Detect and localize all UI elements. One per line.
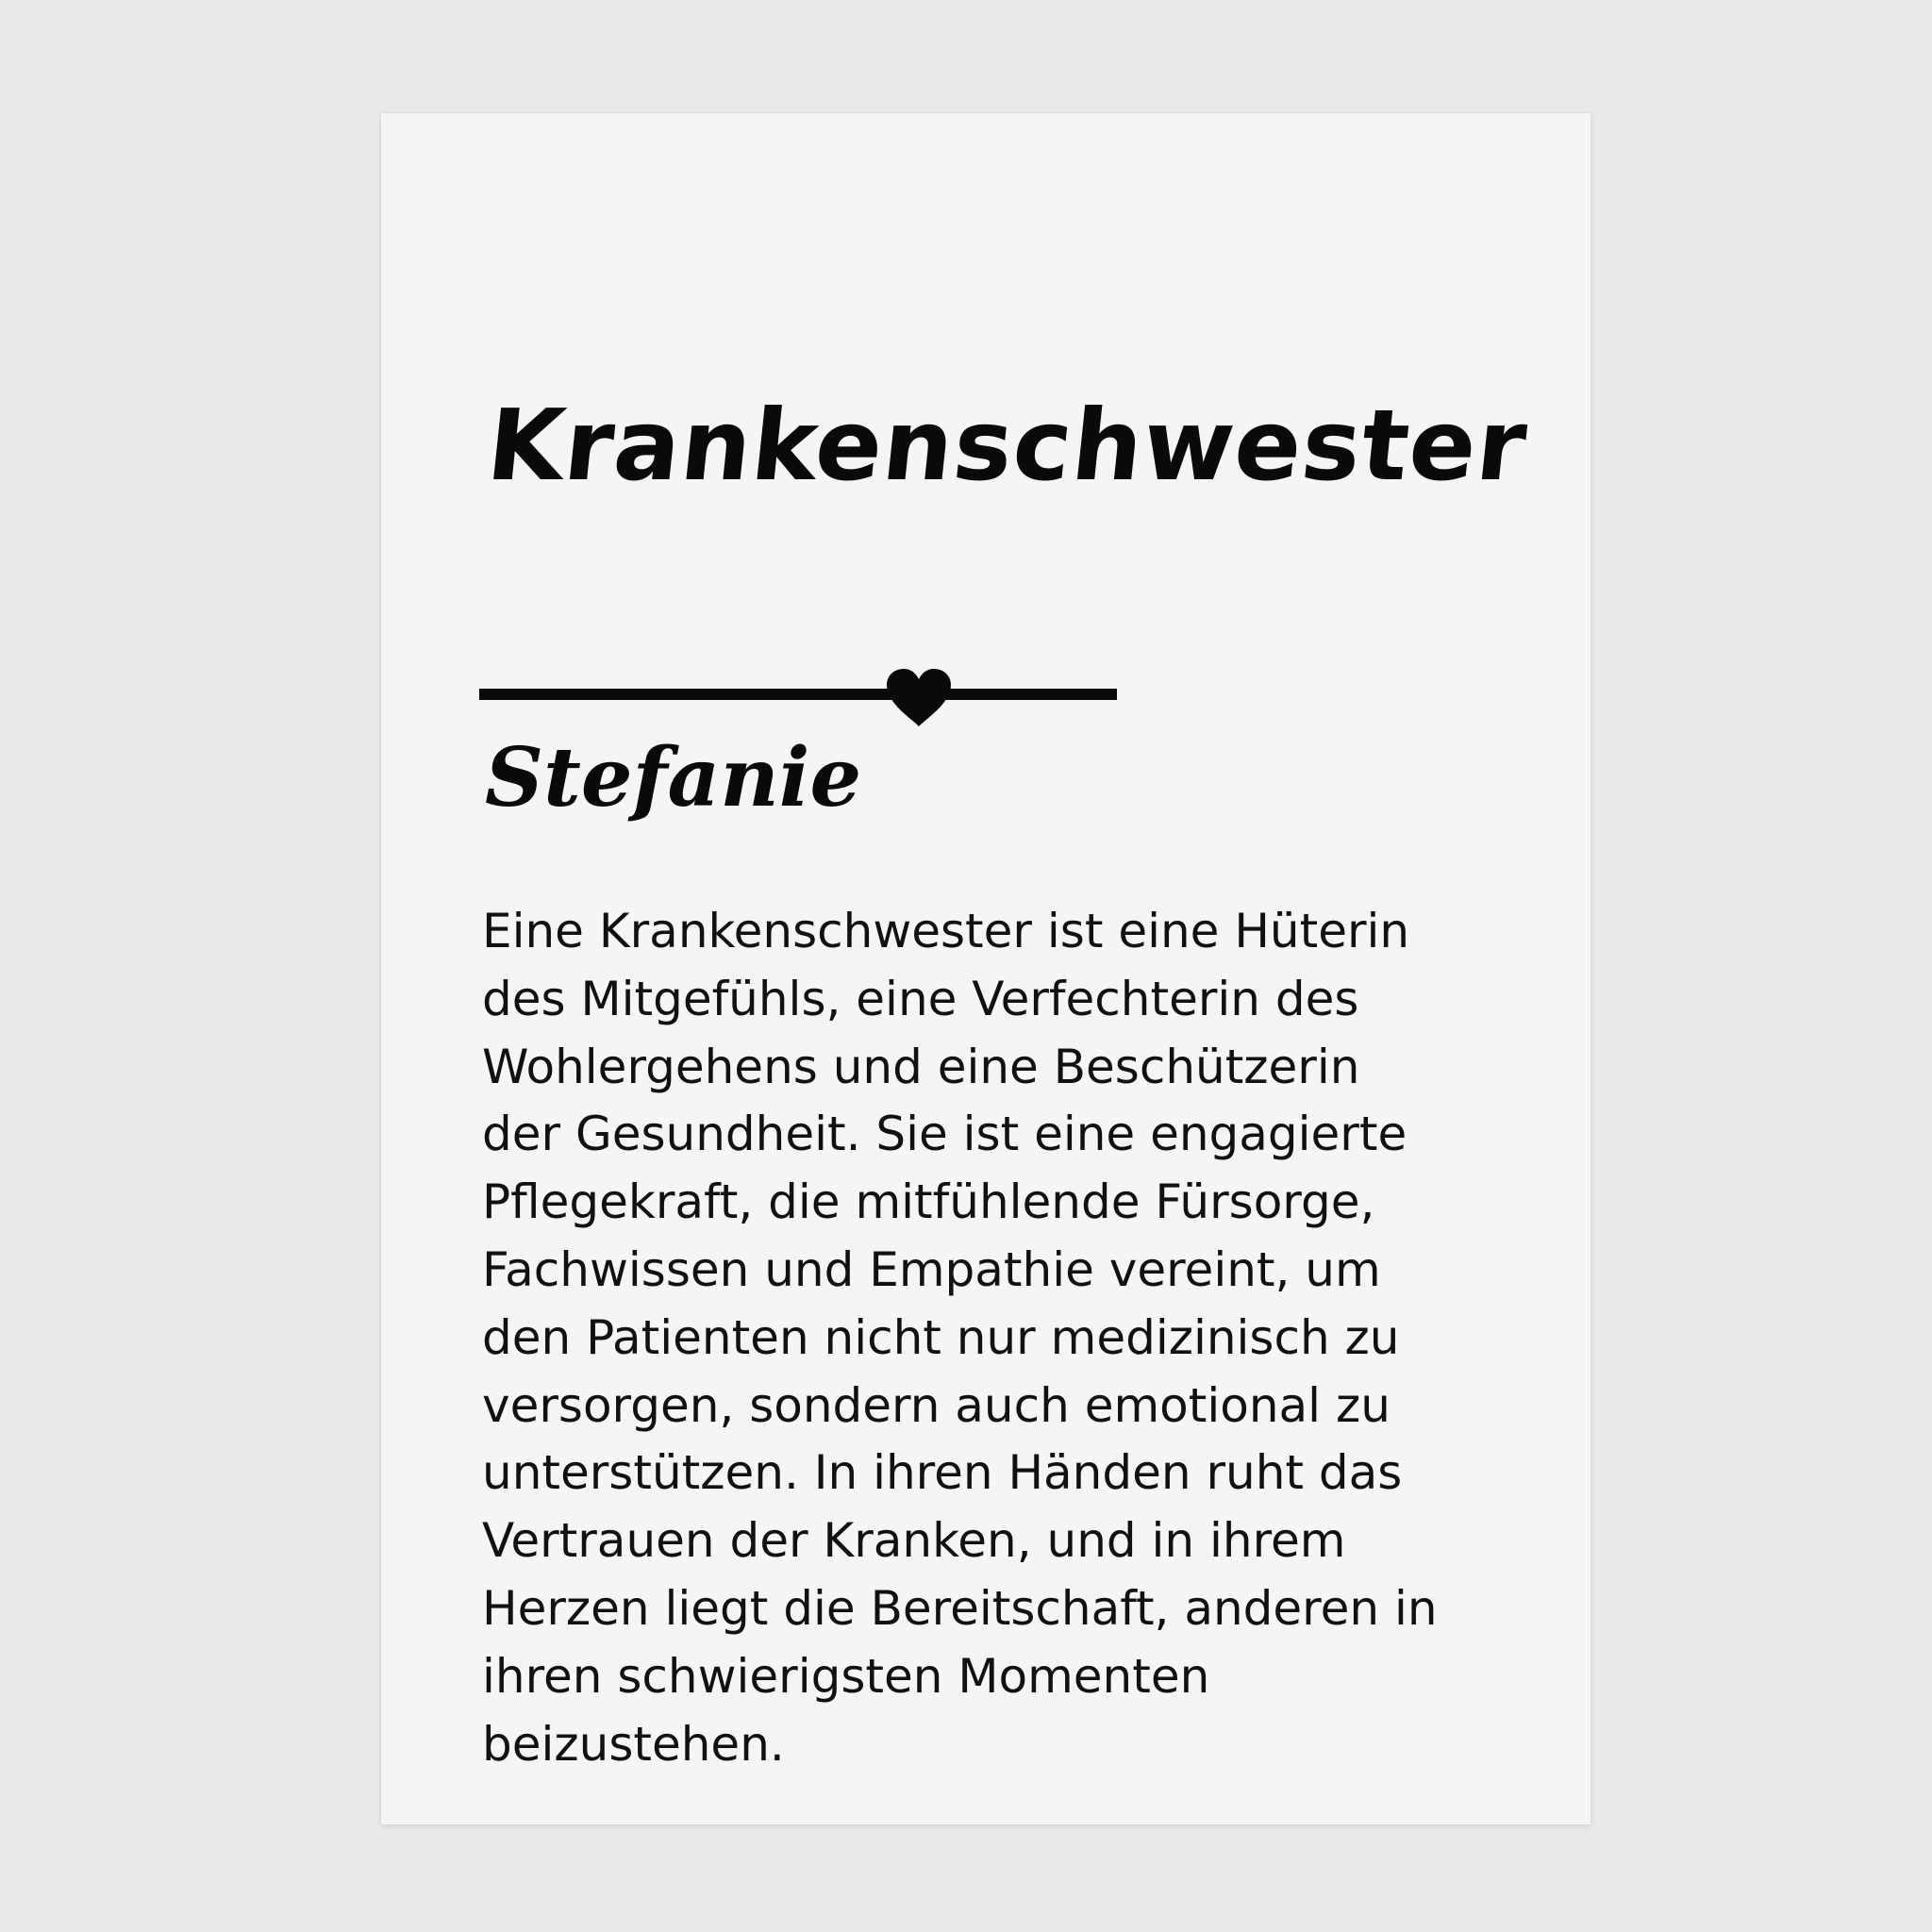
heart-icon: [885, 668, 953, 728]
person-name: Stefanie: [485, 730, 862, 825]
divider-line: [479, 689, 1117, 700]
poster-card: [381, 113, 1591, 1824]
definition-text: Eine Krankenschwester ist eine Hüterin des Mitgefühls, eine Verfechterin des Wohlergehens und eine Beschützerin der Gesundheit. Sie ist eine engagierte Pflegekraft, die mitfühlende Fürsorge, Fachwissen und Empathie vereint, um den Patienten nicht nur medizinisch zu versorgen, sondern auch emotional zu unterstützen. In ihren Händen ruht das Vertrauen der Kranken, und in ihrem Herzen liegt die Bereitschaft, anderen in ihren schwierigsten Momenten beizustehen.: [482, 904, 1438, 1772]
heart-divider: [479, 668, 1117, 717]
poster-title: Krankenschwester: [482, 388, 1533, 503]
